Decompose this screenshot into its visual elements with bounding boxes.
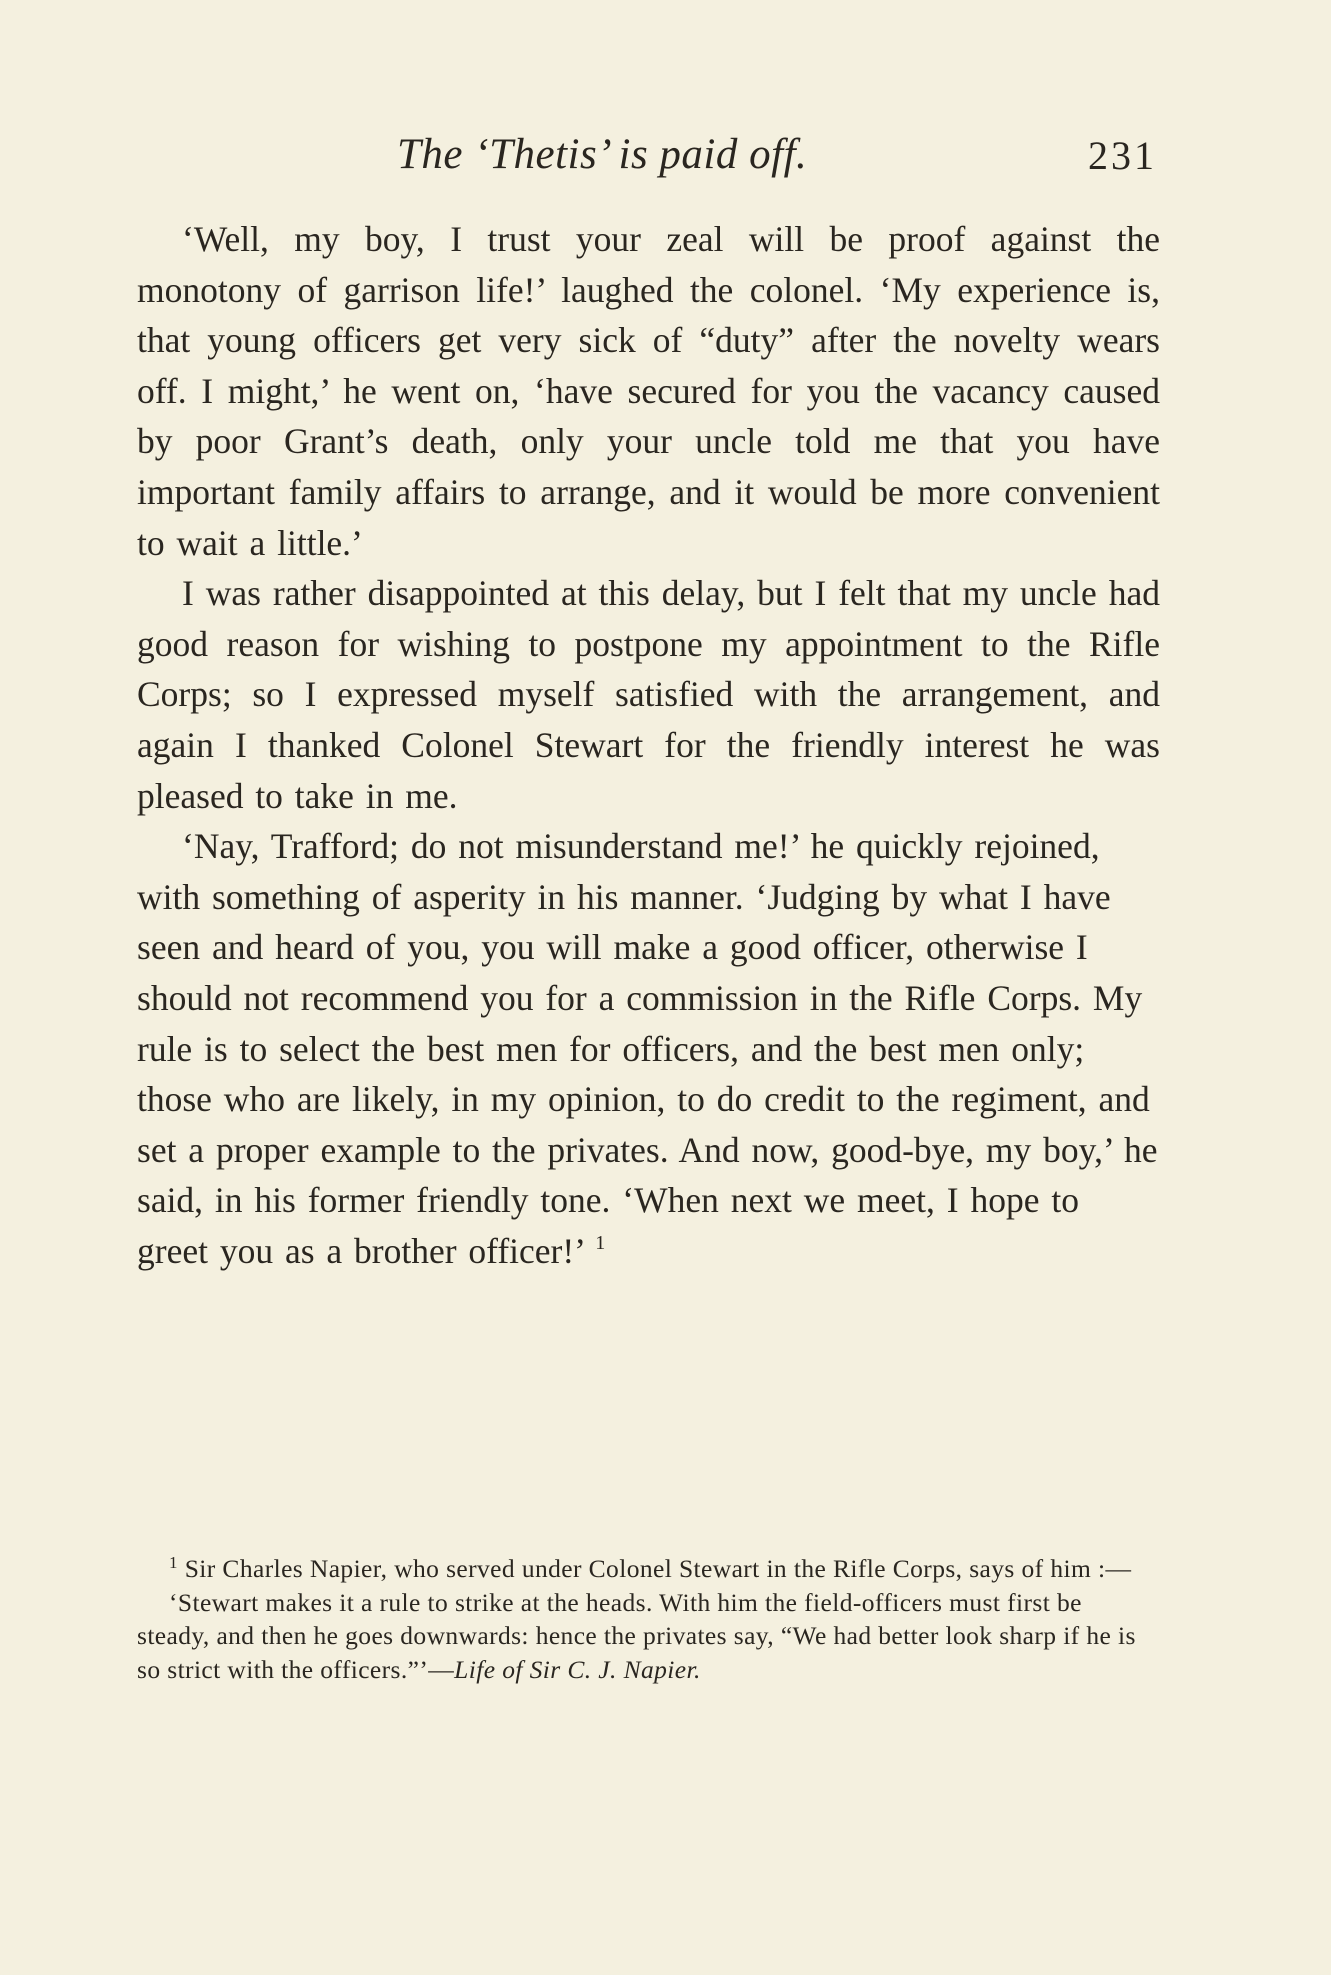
paragraph-with-footnote-ref bbox=[137, 821, 1160, 1276]
footnote-quote bbox=[137, 1586, 1160, 1687]
footnote-citation: Life of Sir C. J. Napier. bbox=[454, 1654, 701, 1684]
running-title: The ‘Thetis’ is paid off. bbox=[397, 131, 808, 178]
footnote-intro bbox=[137, 1552, 1160, 1586]
body-text bbox=[137, 214, 1160, 1276]
footnotes bbox=[137, 1552, 1160, 1686]
footnote-marker: 1 bbox=[169, 1553, 178, 1572]
paragraph: ‘Nay, Trafford; do not misunderstand me!’ he quickly rejoined, with something of asperity in his manner. ‘Judging by what I have seen and heard of you, you will make a good officer, otherwise I should not recommend you for a commission in the Rifle Corps. My rule is to select the best men for officers, and the best men only; those who are likely, in my opinion, to do credit to the regiment, and set a proper example to the privates. And now, good-bye, my boy,’ he said, in his former friendly tone. ‘When next we meet, I hope to greet you as a brother officer!’ bbox=[137, 826, 1158, 1271]
footnote-quote-text: ‘Stewart makes it a rule to strike at the heads. With him the field-officers must first be steady, and then he goes downwards: hence the privates say, “We had better look sharp if he is so strict with the officers.”’— bbox=[137, 1587, 1136, 1684]
page-header bbox=[137, 130, 1157, 180]
footnote-reference: 1 bbox=[595, 1231, 606, 1254]
paragraph: ‘Well, my boy, I trust your zeal will be proof against the monotony of garrison life!’ laughed the colonel. ‘My experience is, that young officers get very sick of “duty” after the novelty wears off. I might,’ he went on, ‘have secured for you the vacancy caused by poor Grant’s death, only your uncle told me that you have important family affairs to arrange, and it would be more convenient to wait a little.’ bbox=[137, 219, 1160, 563]
page-number: 231 bbox=[1088, 133, 1157, 178]
paragraph: I was rather disappointed at this delay, but I felt that my uncle had good reason for wishing to postpone my appointment to the Rifle Corps; so I expressed myself satisfied with the arrangement, and again I thanked Colonel Stewart for the friendly interest he was pleased to take in me. bbox=[137, 573, 1160, 816]
footnote-intro-text: Sir Charles Napier, who served under Colonel Stewart in the Rifle Corps, says of him :— bbox=[184, 1554, 1132, 1583]
